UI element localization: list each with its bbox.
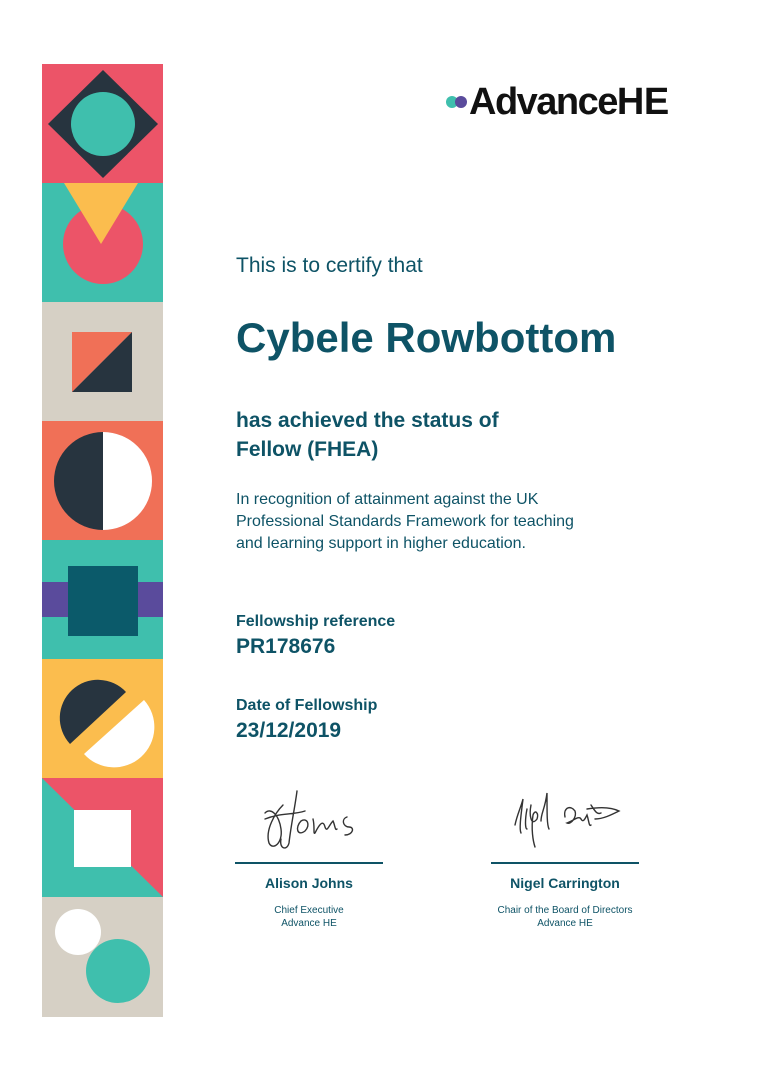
signature-image <box>491 785 639 857</box>
fellowship-date-value: 23/12/2019 <box>236 719 342 742</box>
signatory-role: Chair of the Board of Directors Advance HE <box>497 905 633 929</box>
signatory-name: Nigel Carrington <box>510 875 620 891</box>
recipient-name: Cybele Rowbottom <box>236 314 617 361</box>
signatory-name: Alison Johns <box>265 875 353 891</box>
signature-line <box>491 862 639 864</box>
fellowship-reference-value: PR178676 <box>236 635 336 658</box>
status-statement <box>236 406 656 464</box>
fellowship-reference-block <box>236 613 395 659</box>
triangle-circle-tile <box>42 183 163 302</box>
fellowship-date-label: Date of Fellowship <box>236 697 378 714</box>
logo-dots-icon <box>446 94 468 110</box>
status-line: has achieved the status of <box>236 409 499 432</box>
split-circle-tile <box>42 659 163 778</box>
diamond-circle-tile <box>42 64 163 183</box>
signatory-role: Chief Executive Advance HE <box>274 905 344 929</box>
fellowship-date-block <box>236 697 377 743</box>
square-band-tile <box>42 540 163 659</box>
signature-image <box>235 785 383 857</box>
certify-intro: This is to certify that <box>236 254 423 277</box>
decorative-geometric-strip <box>42 64 163 1017</box>
advance-he-logo <box>446 82 669 122</box>
two-circles-tile <box>42 897 163 1017</box>
fellowship-reference-label: Fellowship reference <box>236 613 396 630</box>
fellowship-level: Fellow (FHEA) <box>236 438 379 461</box>
diagonal-square-tile <box>42 778 163 897</box>
signature-line <box>235 862 383 864</box>
split-square-tile <box>42 302 163 421</box>
half-circle-tile <box>42 421 163 540</box>
recognition-statement: In recognition of attainment against the UK Professional Standards Framework for teaching and learning support in higher education. <box>236 491 574 552</box>
logo-wordmark: AdvanceHE <box>469 81 669 123</box>
